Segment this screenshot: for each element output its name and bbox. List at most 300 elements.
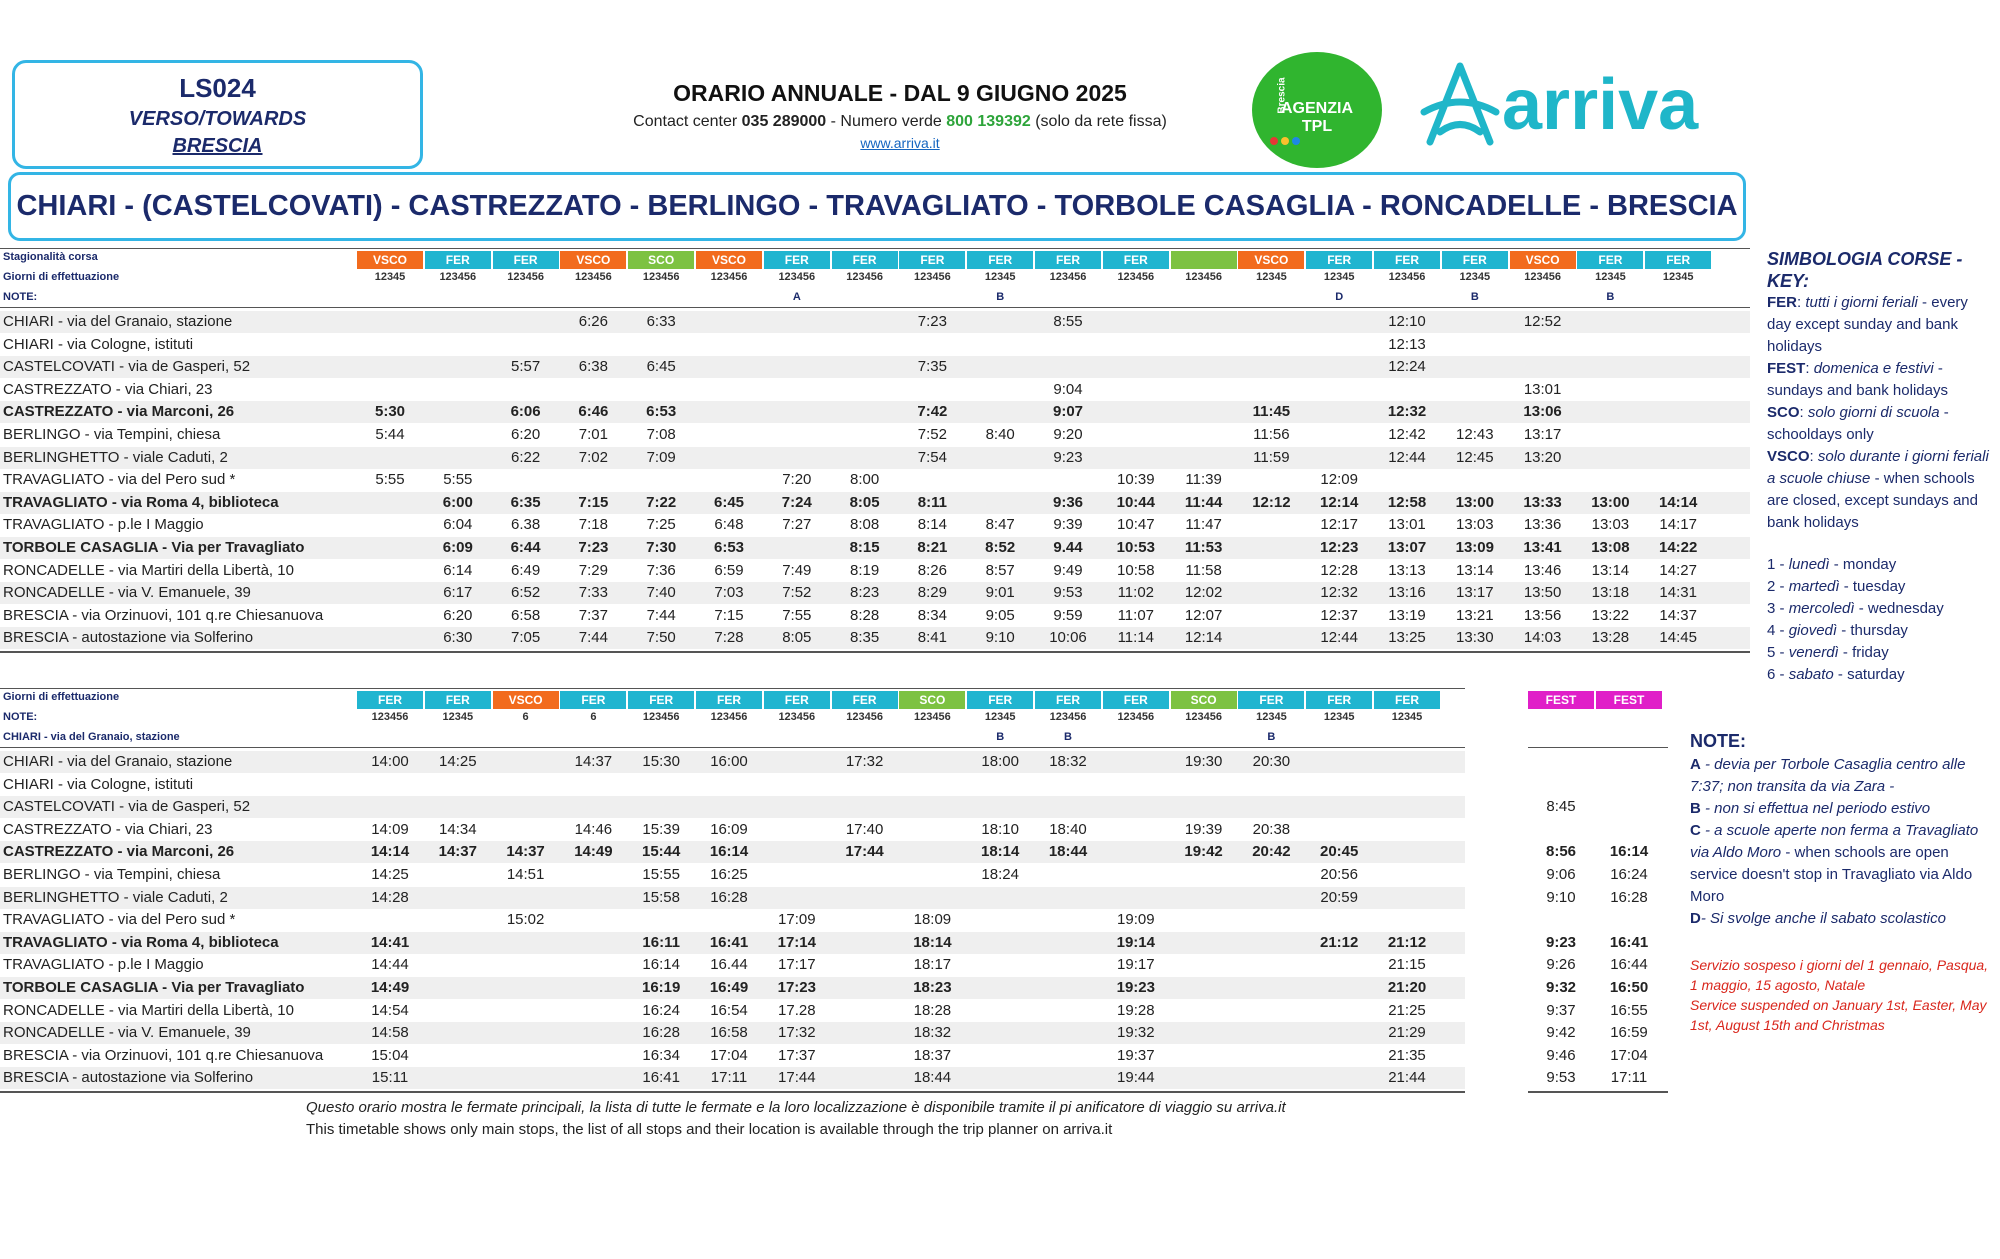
stop-name: BRESCIA - autostazione via Solferino — [3, 629, 254, 647]
key-day — [1767, 620, 1992, 642]
time-cell: 14:41 — [370, 933, 410, 951]
days-cell: 123456 — [507, 271, 544, 283]
key-code: VSCO — [1767, 448, 1810, 465]
time-cell: 6:17 — [443, 584, 473, 602]
time-cell: 9:53 — [1053, 584, 1083, 602]
agency-dots-icon — [1270, 132, 1303, 150]
service-type-badge: FEST — [1528, 691, 1594, 709]
time-cell: 9:39 — [1053, 516, 1083, 534]
timetable-row — [0, 582, 1750, 604]
time-cell: 11:47 — [1185, 516, 1222, 534]
key-item: FEST: domenica e festivi - sundays and bank holidays — [1767, 360, 1948, 399]
service-type-badge: SCO — [899, 691, 965, 709]
time-cell: 7:08 — [646, 426, 676, 443]
time-cell: 13:33 — [1523, 493, 1562, 511]
time-cell: 19:23 — [1116, 979, 1155, 996]
time-cell: 8:26 — [917, 561, 947, 579]
days-cell: 123456 — [710, 271, 748, 283]
service-type-badge: VSCO — [696, 251, 762, 269]
timetable-row — [0, 356, 1750, 378]
time-cell: 5:44 — [375, 426, 405, 443]
key-desc-en: - sundays and bank holidays — [1767, 360, 1948, 399]
days-cell: 123456 — [1524, 271, 1561, 283]
time-cell: 6:53 — [713, 539, 745, 556]
time-cell: 14:37 — [574, 753, 613, 770]
time-cell: 7:25 — [646, 516, 676, 534]
timetable-1 — [0, 249, 1750, 649]
time-cell: 12:45 — [1456, 448, 1494, 466]
fest-rule-top — [1528, 747, 1668, 748]
route-code: LS024 — [179, 73, 256, 103]
time-cell: 10:39 — [1117, 471, 1155, 489]
time-cell: 14:54 — [371, 1001, 409, 1019]
days-cell: 12345 — [1662, 271, 1694, 283]
stop-name: RONCADELLE - via Martiri della Libertà, 10 — [3, 1001, 294, 1019]
day-it: sabato — [1788, 666, 1834, 683]
bottom-rule — [0, 1091, 1465, 1093]
stop-name: CHIARI - via Cologne, istituti — [3, 775, 194, 793]
service-type-badge: FER — [1306, 691, 1372, 709]
time-cell: 7:15 — [578, 493, 609, 511]
service-type-badge: FER — [764, 251, 830, 269]
time-cell: 13:17 — [1523, 426, 1562, 443]
days-cell: 12345 — [1256, 711, 1287, 723]
time-cell: 13:07 — [1387, 539, 1427, 556]
time-cell: 8:00 — [849, 471, 880, 489]
stop-name: BRESCIA - via Orzinuovi, 101 q.re Chiesanuova — [3, 606, 324, 624]
service-type-badge: VSCO — [560, 251, 626, 269]
time-cell: 14:58 — [371, 1024, 409, 1042]
service-type-badge: FER — [1238, 691, 1304, 709]
time-cell: 16:19 — [642, 979, 681, 996]
time-cell: 13:22 — [1591, 606, 1630, 624]
day-it: lunedì — [1788, 556, 1830, 573]
service-type-badge: FER — [696, 691, 762, 709]
timetable-row — [0, 514, 1750, 536]
time-cell: 7:52 — [782, 584, 812, 602]
suspension-notice — [1690, 955, 1996, 1035]
time-cell: 15:04 — [371, 1046, 409, 1064]
time-cell: 13:00 — [1455, 493, 1494, 511]
service-type-badge: FER — [1103, 691, 1169, 709]
time-cell: 18:28 — [913, 1001, 952, 1019]
timetable-row — [0, 379, 1750, 401]
time-cell: 17:44 — [778, 1069, 816, 1087]
time-cell: 16:00 — [710, 753, 748, 770]
time-cell: 15:55 — [642, 866, 680, 883]
time-cell: 5:55 — [443, 471, 473, 489]
stop-name: CASTREZZATO - via Marconi, 26 — [3, 403, 235, 421]
note-code: A — [1690, 756, 1701, 773]
note-desc-it: - devia per Torbole Casaglia centro alle 7:37; non transita da via Zara - — [1690, 756, 1966, 795]
timetable-row — [0, 1000, 1648, 1022]
time-cell: 17:04 — [710, 1046, 748, 1064]
note-code: B — [1690, 800, 1701, 817]
service-type-badge: VSCO — [493, 691, 559, 709]
stop-name: CASTREZZATO - via Chiari, 23 — [3, 380, 213, 398]
time-cell: 8:23 — [849, 584, 880, 602]
time-cell: 16:14 — [1609, 843, 1649, 861]
time-cell: 9:49 — [1053, 561, 1083, 579]
contact-mid: - Numero verde — [826, 113, 947, 130]
time-cell: 5:55 — [375, 471, 405, 489]
time-cell: 7:03 — [714, 584, 744, 602]
footer-it: Questo orario mostra le fermate principali, la lista di tutte le fermate e la loro localizzazione è disponibile tramite il pi anificatore di viaggio su arriva.it — [306, 1099, 1286, 1116]
website-link[interactable]: www.arriva.it — [860, 135, 940, 151]
days-cell: 6 — [522, 711, 529, 723]
days-cell: 123456 — [1117, 271, 1155, 283]
time-cell: 18:17 — [913, 956, 952, 974]
time-cell: 8:15 — [849, 539, 880, 556]
time-cell: 7:30 — [646, 539, 677, 556]
time-cell: 19:09 — [1117, 911, 1155, 929]
time-cell: 16:14 — [642, 956, 680, 974]
days-cell: 12345 — [1323, 711, 1355, 723]
time-cell: 15:39 — [642, 820, 680, 838]
time-cell: 7:22 — [646, 493, 677, 511]
time-cell: 7:09 — [646, 448, 676, 466]
time-cell: 10:47 — [1117, 516, 1155, 534]
time-cell: 7:28 — [714, 629, 744, 647]
time-cell: 19:30 — [1184, 753, 1223, 770]
time-cell: 8:34 — [917, 606, 947, 624]
key-day — [1767, 598, 1992, 620]
time-cell: 18:14 — [981, 843, 1020, 861]
time-cell: 7:40 — [646, 584, 676, 602]
agency-line2: TPL — [1301, 118, 1333, 135]
time-cell: 8:14 — [917, 516, 947, 534]
time-cell: 6:09 — [442, 539, 473, 556]
time-cell: 7:18 — [578, 516, 608, 534]
days-label: Giorni di effettuazione — [3, 271, 120, 283]
time-cell: 8:52 — [985, 539, 1016, 556]
time-cell: 13:01 — [1523, 380, 1562, 398]
day-num: 3 - — [1767, 600, 1789, 617]
stop-name: RONCADELLE - via Martiri della Libertà, 10 — [3, 561, 294, 579]
time-cell: 17:11 — [710, 1069, 748, 1087]
time-cell: 7:02 — [578, 448, 608, 466]
day-num: 6 - — [1767, 666, 1789, 683]
time-cell: 14:37 — [438, 843, 477, 861]
service-type-badge: VSCO — [357, 251, 423, 269]
time-cell: 13:14 — [1456, 561, 1494, 579]
time-cell: 9:04 — [1053, 380, 1083, 398]
time-cell: 13:14 — [1591, 561, 1630, 579]
time-cell: 6:49 — [510, 561, 541, 579]
time-cell: 13:41 — [1523, 539, 1562, 556]
top-rule — [0, 248, 1750, 249]
time-cell: 7:01 — [578, 426, 608, 443]
time-cell: 11:56 — [1253, 426, 1290, 443]
service-type-badge: FER — [425, 251, 491, 269]
timetable-row — [0, 932, 1649, 954]
time-cell: 7:55 — [782, 606, 812, 624]
time-cell: 8:08 — [849, 516, 880, 534]
time-cell: 16.44 — [710, 956, 748, 974]
contact-number: 035 289000 — [741, 113, 827, 130]
time-cell: 14:34 — [439, 820, 477, 838]
top-rule — [0, 688, 1465, 689]
stop-name: BERLINGHETTO - viale Caduti, 2 — [3, 448, 228, 466]
stop-name: BERLINGO - via Tempini, chiesa — [3, 866, 221, 883]
time-cell: 16:41 — [709, 933, 749, 951]
time-cell: 12:52 — [1523, 313, 1562, 330]
time-cell: 16:41 — [642, 1069, 680, 1087]
time-cell: 15:02 — [506, 911, 545, 929]
footer-en: This timetable shows only main stops, the list of all stops and their location is available through the trip planner on arriva.it — [306, 1121, 1113, 1138]
time-cell: 13:03 — [1456, 516, 1494, 534]
stop-name: TRAVAGLIATO - via Roma 4, biblioteca — [3, 493, 279, 511]
key-days — [1767, 554, 1992, 686]
time-cell: 8:19 — [849, 561, 880, 579]
time-cell: 13:28 — [1591, 629, 1630, 647]
time-cell: 21:12 — [1320, 933, 1359, 951]
time-cell: 6:38 — [578, 358, 608, 376]
stop-name: RONCADELLE - via V. Emanuele, 39 — [3, 584, 251, 602]
days-cell: 123456 — [1185, 271, 1222, 283]
note-label: NOTE: — [3, 711, 38, 723]
key-desc-it: solo giorni di scuola — [1807, 404, 1940, 421]
time-cell: 15:11 — [371, 1069, 409, 1087]
time-cell: 10:44 — [1116, 493, 1155, 511]
time-cell: 13:06 — [1523, 403, 1562, 421]
stop-name: TRAVAGLIATO - via del Pero sud * — [3, 471, 236, 489]
timetable-row — [0, 469, 1750, 491]
time-cell: 14:14 — [370, 843, 410, 861]
note-label: NOTE: — [3, 291, 38, 303]
time-cell: 6:26 — [578, 313, 608, 330]
time-cell: 13:50 — [1523, 584, 1562, 602]
service-type-badge: FER — [1306, 251, 1372, 269]
service-type-badge: VSCO — [1238, 251, 1304, 269]
time-cell: 21:44 — [1388, 1069, 1426, 1087]
time-cell: 11:44 — [1184, 493, 1223, 511]
time-cell: 10:06 — [1049, 629, 1087, 647]
time-cell: 7:49 — [782, 561, 812, 579]
time-cell: 9:26 — [1546, 956, 1576, 974]
time-cell: 7:29 — [578, 561, 608, 579]
time-cell: 12:02 — [1184, 584, 1223, 602]
time-cell: 16:24 — [642, 1001, 680, 1019]
time-cell: 20:59 — [1320, 888, 1358, 906]
time-cell: 8:55 — [1053, 313, 1083, 330]
time-cell: 17:32 — [845, 753, 884, 770]
header-rule — [0, 747, 1465, 748]
suspension-en: Service suspended on January 1st, Easter, May 1st, August 15th and Christmas — [1690, 997, 1987, 1033]
time-cell: 8:47 — [985, 516, 1015, 534]
agenzia-tpl-logo — [1252, 52, 1382, 168]
timetable-row — [0, 954, 1648, 976]
time-cell: 11:59 — [1253, 448, 1290, 466]
time-cell: 19:37 — [1117, 1046, 1155, 1064]
timetable-row — [0, 1067, 1648, 1089]
time-cell: 12:32 — [1320, 584, 1358, 602]
time-cell: 18:32 — [913, 1024, 952, 1042]
timetable-row — [0, 605, 1750, 627]
suspension-it: Servizio sospeso i giorni del 1 gennaio, Pasqua, 1 maggio, 15 agosto, Natale — [1690, 957, 1989, 993]
days-cell: 12345 — [1323, 271, 1355, 283]
key-desc-it: domenica e festivi — [1813, 360, 1934, 377]
time-cell: 14:49 — [574, 843, 613, 861]
time-cell: 14:25 — [371, 866, 409, 883]
time-cell: 16:49 — [709, 979, 749, 996]
time-cell: 6:48 — [714, 516, 744, 534]
time-cell: 14:51 — [506, 866, 545, 883]
time-cell: 14:49 — [370, 979, 410, 996]
route-banner: CHIARI - (CASTELCOVATI) - CASTREZZATO - BERLINGO - TRAVAGLIATO - TORBOLE CASAGLIA - RONCADELLE - BRESCIA — [8, 172, 1746, 241]
time-cell: 7:52 — [917, 426, 947, 443]
time-cell: 6:45 — [646, 358, 676, 376]
key-desc-en: - every day except sunday and bank holidays — [1767, 294, 1968, 355]
stop-name: RONCADELLE - via V. Emanuele, 39 — [3, 1024, 251, 1042]
time-cell: 19:17 — [1117, 956, 1155, 974]
time-cell: 9:20 — [1053, 426, 1083, 443]
footer — [306, 1097, 1286, 1141]
time-cell: 20:38 — [1252, 820, 1291, 838]
day-it: venerdì — [1788, 644, 1839, 661]
key-day — [1767, 576, 1992, 598]
time-cell: 9:32 — [1545, 979, 1577, 996]
service-type-badge: FER — [1035, 251, 1101, 269]
time-cell: 7:44 — [646, 606, 676, 624]
time-cell: 16:14 — [709, 843, 749, 861]
agency-side-label: Brescia — [1276, 77, 1288, 114]
time-cell: 18:44 — [913, 1069, 952, 1087]
time-cell: 17:40 — [845, 820, 884, 838]
notes-title: NOTE: — [1690, 731, 1746, 751]
time-cell: 14:27 — [1659, 561, 1697, 579]
time-cell: 16:34 — [642, 1046, 680, 1064]
time-cell: 7:27 — [782, 516, 812, 534]
note-item — [1690, 754, 1996, 798]
key-day — [1767, 642, 1992, 664]
note-cell: B — [1064, 731, 1072, 743]
time-cell: 10:53 — [1116, 539, 1155, 556]
time-cell: 19:44 — [1117, 1069, 1155, 1087]
time-cell: 13:08 — [1591, 539, 1630, 556]
time-cell: 7:42 — [917, 403, 948, 421]
day-en: - thursday — [1837, 622, 1908, 639]
time-cell: 7:44 — [578, 629, 608, 647]
header-rule — [0, 307, 1750, 308]
time-cell: 6:46 — [578, 403, 609, 421]
time-cell: 12:12 — [1252, 493, 1291, 511]
time-cell: 6:20 — [443, 606, 473, 624]
time-cell: 16:44 — [1610, 956, 1648, 974]
days-cell: 123456 — [778, 711, 816, 723]
day-num: 1 - — [1767, 556, 1789, 573]
time-cell: 6:00 — [442, 493, 473, 511]
days-cell: 123456 — [642, 711, 680, 723]
time-cell: 5:30 — [374, 403, 406, 421]
time-cell: 18:00 — [981, 753, 1019, 770]
days-cell: 12345 — [442, 711, 474, 723]
time-cell: 12:44 — [1320, 629, 1358, 647]
time-cell: 12:42 — [1388, 426, 1426, 443]
time-cell: 13:09 — [1455, 539, 1494, 556]
time-cell: 11:02 — [1117, 584, 1155, 602]
time-cell: 13:20 — [1523, 448, 1562, 466]
time-cell: 12:14 — [1184, 629, 1223, 647]
note-cell: B — [996, 291, 1005, 303]
key-panel — [1767, 248, 1992, 686]
time-cell: 9:23 — [1053, 448, 1083, 466]
time-cell: 8:35 — [849, 629, 880, 647]
time-cell: 14:37 — [506, 843, 545, 861]
time-cell: 6:52 — [510, 584, 541, 602]
service-type-badge: FEST — [1596, 691, 1662, 709]
day-en: - friday — [1838, 644, 1889, 661]
time-cell: 8:56 — [1545, 843, 1577, 861]
service-type-badge: FER — [1442, 251, 1508, 269]
service-type-badge: FER — [1645, 251, 1711, 269]
time-cell: 19:42 — [1184, 843, 1223, 861]
time-cell: 13:01 — [1388, 516, 1426, 534]
timetable-row — [0, 334, 1750, 356]
time-cell: 11:39 — [1185, 471, 1222, 489]
days-cell: 12345 — [1391, 711, 1423, 723]
key-desc-it: solo durante i giorni feriali a scuole chiuse — [1767, 448, 1989, 487]
time-cell: 12:58 — [1387, 493, 1427, 511]
time-cell: 7:20 — [782, 471, 812, 489]
note-item — [1690, 798, 1996, 820]
time-cell: 7:23 — [578, 539, 609, 556]
time-cell: 11:14 — [1117, 629, 1155, 647]
time-cell: 12:44 — [1388, 448, 1426, 466]
time-cell: 16:58 — [710, 1024, 748, 1042]
time-cell: 11:07 — [1117, 606, 1155, 624]
time-cell: 16:55 — [1610, 1001, 1648, 1019]
time-cell: 6:22 — [510, 448, 541, 466]
time-cell: 17:32 — [778, 1024, 816, 1042]
time-cell: 8:57 — [985, 561, 1015, 579]
timetable-title: ORARIO ANNUALE - DAL 9 GIUGNO 2025 — [673, 80, 1127, 106]
time-cell: 17:04 — [1610, 1046, 1648, 1064]
days-cell: 123456 — [1117, 711, 1155, 723]
time-cell: 14:17 — [1659, 516, 1697, 534]
stop-name: TORBOLE CASAGLIA - Via per Travagliato — [3, 979, 305, 996]
service-type-badge: FER — [493, 251, 559, 269]
time-cell: 14:28 — [371, 888, 409, 906]
time-cell: 13:46 — [1523, 561, 1562, 579]
time-cell: 21:12 — [1387, 933, 1427, 951]
time-cell: 12:14 — [1320, 493, 1359, 511]
time-cell: 17.28 — [778, 1001, 816, 1019]
time-cell: 13:00 — [1591, 493, 1630, 511]
time-cell: 9:10 — [985, 629, 1015, 647]
time-cell: 8:05 — [782, 629, 812, 647]
note-cell: B — [1606, 291, 1615, 303]
time-cell: 15:58 — [642, 888, 680, 906]
route-destination: BRESCIA — [172, 135, 263, 157]
service-type-badge: FER — [1035, 691, 1101, 709]
time-cell: 8:41 — [917, 629, 947, 647]
time-cell: 14:14 — [1659, 493, 1698, 511]
time-cell: 6:45 — [713, 493, 745, 511]
service-type-badge: FER — [425, 691, 491, 709]
note-code: C — [1690, 822, 1701, 839]
timetable-row — [0, 1022, 1648, 1044]
time-cell: 17:09 — [778, 911, 816, 929]
time-cell: 7:23 — [917, 313, 947, 330]
time-cell: 9:05 — [985, 606, 1015, 624]
time-cell: 6:53 — [646, 403, 677, 421]
stop-name: TORBOLE CASAGLIA - Via per Travagliato — [3, 539, 305, 556]
time-cell: 9:23 — [1545, 933, 1577, 951]
time-cell: 6:58 — [510, 606, 541, 624]
service-type-badge: FER — [832, 691, 898, 709]
stop-name: BRESCIA - via Orzinuovi, 101 q.re Chiesanuova — [3, 1046, 324, 1064]
